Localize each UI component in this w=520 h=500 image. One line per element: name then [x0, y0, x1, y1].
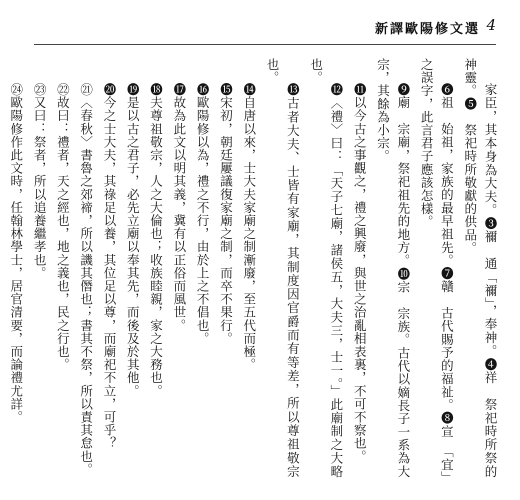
page-header	[0, 0, 520, 46]
header-rule	[34, 44, 496, 45]
annotation-paragraph: ⓯宋初，朝廷屢議復家廟之制，而卒不果行。	[218, 83, 234, 345]
annotation-paragraph: ㉑〈春秋〉書魯之郊禘，所以譏其僭也；書其不祭，所以責其怠也。	[78, 83, 94, 476]
annotation-paragraph	[0, 58, 2, 478]
annotation-paragraph: ㉔歐陽修作此文時，任翰林學士，居官清要，而論禮尤詳。	[8, 83, 24, 424]
annotation-text	[8, 58, 500, 478]
annotation-paragraph: ❾廟 宗廟，祭祀祖先的地方。❿宗 宗族。古代以嫡長子一系為大宗，其餘為小宗。	[375, 58, 411, 478]
page-number: 4	[486, 16, 496, 34]
annotation-paragraph: ㉓又曰：祭者，所以追養繼孝也。	[32, 83, 48, 280]
annotation-paragraph: ⓭古者大夫、士皆有家廟，其制度因官爵而有等差，所以尊祖敬宗也。	[265, 58, 301, 478]
annotation-paragraph: ❻祖 始祖，家族的最早祖先。❼贛 古代賜予的福祉。❽宣 「宜」之誤字，此言君子應該怎樣。	[419, 58, 455, 478]
annotation-paragraph: ⓳是以古之君子，必先立廟以奉其先，而後及於其他。	[125, 83, 141, 398]
annotation-paragraph: ⓫以今古之事觀之，禮之興廢，與世之治亂相表裏，不可不察也。	[352, 83, 368, 463]
annotation-paragraph: ⓴今之士大夫，其祿足以養，其位足以尊，而廟祀不立，可乎？	[101, 83, 117, 450]
annotation-paragraph: ⓮自唐以來，士大夫家廟之制漸廢，至五代而極。	[241, 83, 257, 372]
annotation-paragraph: ⓲夫尊祖敬宗，人之大倫也；收族睦親，家之大務也。	[148, 83, 164, 398]
running-title: 新譯歐陽修文選	[374, 22, 480, 37]
annotation-paragraph: ㉒故曰：禮者，天之經也，地之義也，民之行也。	[55, 83, 71, 372]
annotation-paragraph: ⓱故為此文以明其義，冀有以正俗而風世。	[171, 83, 187, 332]
annotation-paragraph: ⓬〈禮〉曰：「天子七廟，諸侯五，大夫三，士一。」此廟制之大略也。	[308, 58, 344, 478]
annotation-paragraph: ⓰歐陽修以為，禮之不行，由於上之不倡也。	[195, 83, 211, 345]
annotation-paragraph: 家臣，其本身為大夫。❸禰 通「禰」，奉神。❹祥 祭祀時所祭的神靈。❺ 祭祀時所敬獻的供品。	[462, 58, 498, 478]
